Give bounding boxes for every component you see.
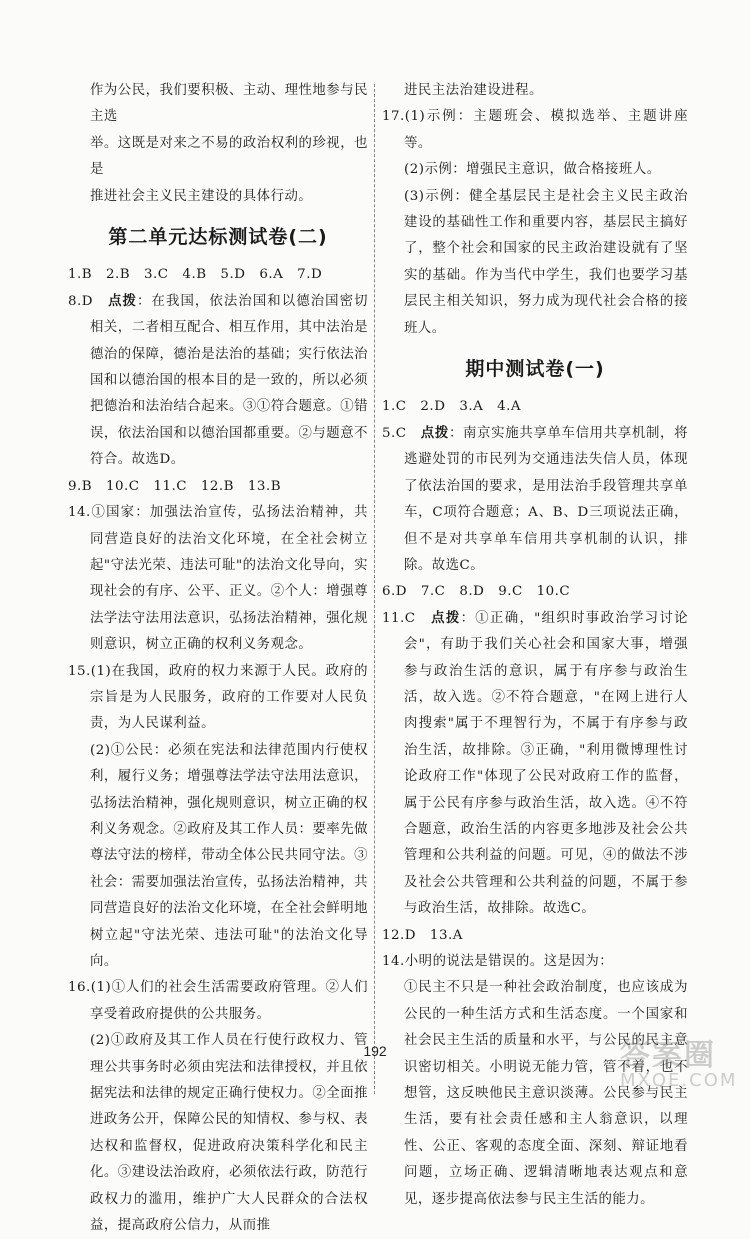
answers-9-13: 9.B 10.C 11.C 12.B 13.B: [68, 478, 282, 494]
section-title-unit2: 第二单元达标测试卷(二): [108, 226, 328, 249]
column-divider: [374, 84, 376, 1094]
section-title-midterm: 期中测试卷(一): [465, 358, 605, 381]
answer-17-2: (2)示例：增强民主意识，做合格接班人。: [404, 162, 661, 178]
answers-1-7: 1.B 2.B 3.C 4.B 5.D 6.A 7.D: [68, 267, 323, 283]
answers-6-10: 6.D 7.C 8.D 9.C 10.C: [382, 584, 571, 600]
answer-11-text: ：①正确，"组织时事政治学习讨论会"，有助于我们关心社会和国家大事，增强参与政治生活的意识，属于有序参与政治生活，故入选。②不符合题意，"在网上进行人肉搜索"属于不理智行为，不属于有序参与政治生活，故排除。③正确，"利用微博理性讨论政府工作"体现了公民对政府工作的监督，属于公民有序参与政治生活，故入选。④不符合题意，政治生活的内容更多地涉及社会公共管理和公共利益的问题。可见，④的做法不涉及社会公共管理和公共利益的问题，不属于参与政治生活，故排除。故选C。: [404, 610, 689, 917]
watermark-top: 答案圈: [620, 1038, 716, 1073]
tip-label: 点拨: [431, 610, 461, 626]
answer-17-1: 17.(1)示例：主题班会、模拟选举、主题讲座等。: [382, 109, 688, 151]
page-number: 192: [363, 1043, 387, 1059]
answer-14: 14.①国家：加强法治宣传，弘扬法治精神，共同营造良好的法治文化环境，在全社会树立起"守法光荣、违法可耻"的法治文化导向，实现社会的有序、公平、正义。②个人：增强尊法学法守法用法意识，弘扬法治精神，强化规则意识，树立正确的权利义务观念。: [68, 505, 368, 653]
answer-5: [382, 421, 688, 579]
answer-8: [68, 289, 368, 474]
answer-16-2: (2)①政府及其工作人员在行使行政权力、管理公共事务时必须由宪法和法律授权，并且依据宪法和法律的规定正确行使权力。②全面推进政务公开，保障公民的知情权、参与权、表达权和监督权，促进政府决策科学化和民主化。③建设法治政府，必须依法行政，防范行政权力的滥用，维护广大人民群众的合法权益，提高政府公信力，从而推: [90, 1033, 368, 1234]
answer-17-3: (3)示例：健全基层民主是社会主义民主政治建设的基础性工作和重要内容，基层民主搞好了，整个社会和国家的民主政治建设就有了坚实的基础。作为当代中学生，我们也要学习基层民主相关知识，努力成为现代社会合格的接班人。: [404, 188, 688, 336]
answer-15-2: (2)①公民：必须在宪法和法律范围内行使权利，履行义务；增强尊法学法守法用法意识，弘扬法治精神，强化规则意识，树立正确的权利义务观念。②政府及其工作人员：要率先做尊法守法的榜样，带动全体公民共同守法。③社会：需要加强法治宣传，弘扬法治精神，共同营造良好的法治文化环境，在全社会鲜明地树立起"守法光荣、违法可耻"的法治文化导向。: [90, 742, 368, 969]
tip-label: 点拨: [420, 425, 449, 441]
watermark-logo: [620, 1030, 740, 1098]
answers-1-4: 1.C 2.D 3.A 4.A: [382, 399, 522, 415]
continued-text: 进民主法治建设进程。: [404, 83, 543, 98]
left-column: [68, 78, 368, 1239]
answer-14: 14.小明的说法是错误的。这是因为：: [382, 954, 614, 969]
answers-12-13: 12.D 13.A: [382, 927, 463, 943]
tip-label: 点拨: [108, 293, 138, 309]
answer-5-num: 5.C: [382, 425, 407, 441]
watermark-bottom: MXQE.COM: [620, 1070, 738, 1091]
answer-11: [382, 606, 688, 923]
answer-5-text: ：南京实施共享单车信用共享机制，将逃避处罚的市民列为交通违法失信人员，体现了依法治国的要求，是用法治手段管理共享单车，C项符合题意；A、B、D三项说法正确，但不是对共享单车信用共享机制的认识，排除。故选C。: [404, 425, 689, 573]
intro-line-2: 举。这既是对来之不易的政治权利的珍视，也是: [90, 135, 368, 178]
answer-8-text: ：在我国，依法治国和以德治国密切相关，二者相互配合、相互作用，其中法治是德治的保障，德治是法治的基础；实行依法治国和以德治国的根本目的是一致的，所以必须把德治和法治结合起来。③①符合题意。①错误，依法治国和以德治国都重要。②与题意不符合。故选D。: [90, 293, 369, 468]
answer-14-body: ①民主不只是一种社会政治制度，也应该成为公民的一种生活方式和生活态度。一个国家和社会民主生活的质量和水平，与公民的民主意识密切相关。小明说无能力管，管不着，也不想管，这反映他民主意识淡薄。公民参与民主生活，要有社会责任感和主人翁意识，以理性、公正、客观的态度全面、深刻、辩证地看问题，立场正确、逻辑清晰地表达观点和意见，逐步提高依法参与民主生活的能力。: [404, 980, 688, 1207]
intro-line-1: 作为公民，我们要积极、主动、理性地参与民主选: [90, 83, 368, 125]
intro-line-3: 推进社会主义民主建设的具体行动。: [90, 188, 313, 204]
answer-15-1: 15.(1)在我国，政府的权力来源于人民。政府的宗旨是为人民服务，政府的工作要对人民负责，为人民谋利益。: [68, 663, 368, 732]
answer-16-1: 16.(1)①人们的社会生活需要政府管理。②人们享受着政府提供的公共服务。: [68, 980, 368, 1022]
answer-11-num: 11.C: [382, 610, 416, 626]
answer-8-num: 8.D: [68, 293, 94, 309]
